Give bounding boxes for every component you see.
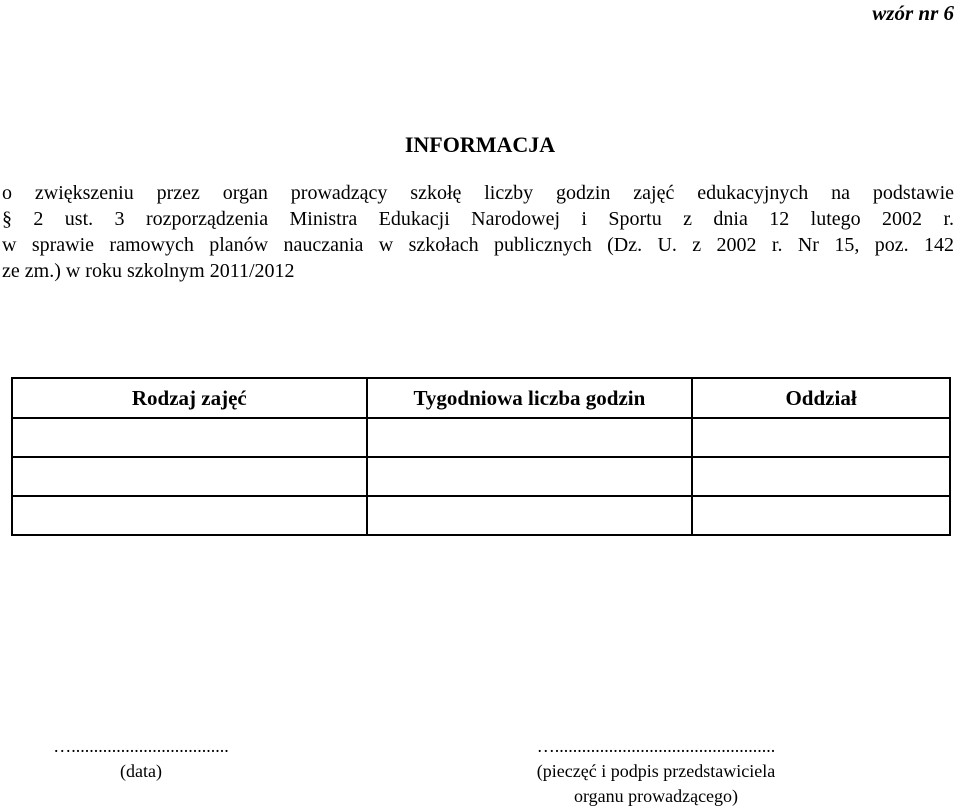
body-line: o zwiększeniu przez organ prowadzący szkołę liczby godzin zajęć edukacyjnych na podstawie	[2, 182, 954, 204]
table-header-row	[12, 378, 950, 418]
table-cell	[12, 418, 367, 457]
column-header-weekly-hours: Tygodniowa liczba godzin	[367, 378, 693, 418]
document-body	[2, 180, 954, 284]
body-line: § 2 ust. 3 rozporządzenia Ministra Edukacji Narodowej i Sportu z dnia 12 lutego 2002 r.	[2, 208, 954, 230]
table-row	[12, 496, 950, 535]
table-row	[12, 418, 950, 457]
date-dotted-line: …...................................	[53, 736, 229, 756]
body-line: w sprawie ramowych planów nauczania w szkołach publicznych (Dz. U. z 2002 r. Nr 15, poz. 142	[2, 234, 954, 256]
body-line: ze zm.) w roku szkolnym 2011/2012	[2, 260, 295, 282]
table-cell	[12, 496, 367, 535]
date-caption: (data)	[120, 761, 162, 781]
stamp-caption-line: organu prowadzącego)	[573, 786, 739, 806]
hours-table	[11, 377, 951, 536]
table-cell	[12, 457, 367, 496]
table-cell	[692, 496, 950, 535]
date-signature-block	[15, 733, 267, 784]
column-header-class-type: Rodzaj zajęć	[12, 378, 367, 418]
table-cell	[367, 496, 693, 535]
table-cell	[692, 418, 950, 457]
table-row	[12, 457, 950, 496]
stamp-signature-block	[496, 733, 816, 809]
stamp-dotted-line: ….................................................	[536, 736, 776, 756]
form-number-label: wzór nr 6	[872, 1, 954, 25]
column-header-class-section: Oddział	[692, 378, 950, 418]
table-cell	[692, 457, 950, 496]
stamp-caption-line: (pieczęć i podpis przedstawiciela	[536, 761, 776, 781]
table-cell	[367, 457, 693, 496]
document-title: INFORMACJA	[404, 132, 556, 157]
table-cell	[367, 418, 693, 457]
